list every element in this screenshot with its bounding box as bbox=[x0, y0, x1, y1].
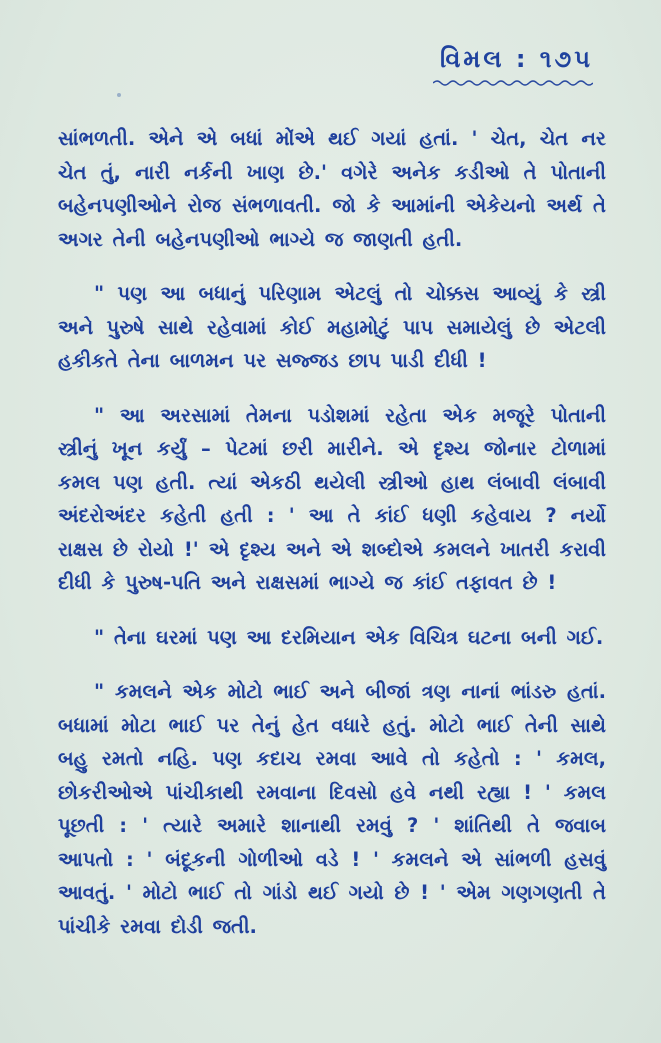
paragraph-3: " આ અરસામાં તેમના પડોશમાં રહેતા એક મજૂરે પોતાની સ્ત્રીનું ખૂન કર્યું – પેટમાં છરી મારીને. એ દૃશ્ય જોનાર ટોળામાં કમલ પણ હતી. ત્યાં એકઠી થયેલી સ્ત્રીઓ હાથ લંબાવી લંબાવી અંદરોઅંદર કહેતી હતી : ' આ તે કાંઈ ધણી કહેવાય ? નર્યો રાક્ષસ છે રોયો !' એ દૃશ્ય અને એ શબ્દોએ કમલને ખાતરી કરાવી દીધી કે પુરુષ-પતિ અને રાક્ષસમાં ભાગ્યે જ કાંઈ તફાવત છે ! bbox=[58, 403, 606, 594]
body-text bbox=[58, 122, 606, 964]
paragraph-1: સાંભળતી. એને એ બધાં મોંએ થઈ ગયાં હતાં. ' ચેત, ચેત નર ચેત તું, નારી નર્કની ખાણ છે.' વગેરે અનેક કડીઓ તે પોતાની બહેનપણીઓને રોજ સંભળાવતી. જો કે આમાંની એકેયનો અર્થ તે અગર તેની બહેનપણીઓ ભાગ્યે જ જાણતી હતી. bbox=[58, 127, 606, 251]
page-header bbox=[433, 44, 593, 88]
wavy-underline-ornament bbox=[433, 78, 593, 88]
running-head: વિમલ : ૧૭૫ bbox=[440, 45, 593, 73]
paragraph-4: " તેના ઘરમાં પણ આ દરમિયાન એક વિચિત્ર ઘટના બની ગઈ. bbox=[94, 625, 604, 649]
ink-speck bbox=[117, 93, 121, 97]
paragraph-5: " કમલને એક મોટો ભાઈ અને બીજાં ત્રણ નાનાં ભાંડરુ હતાં. બધામાં મોટા ભાઈ પર તેનું હેત વધારે હતું. મોટો ભાઈ તેની સાથે બહુ રમતો નહિ. પણ કદાચ રમવા આવે તો કહેતો : ' કમલ, છોકરીઓએ પાંચીકાથી રમવાના દિવસો હવે નથી રહ્યા ! ' કમલ પૂછતી : ' ત્યારે અમારે શાનાથી રમવું ? ' શાંતિથી તે જવાબ આપતો : ' બંદૂકની ગોળીઓ વડે ! ' કમલને એ સાંભળી હસવું આવતું. ' મોટો ભાઈ તો ગાંડો થઈ ગયો છે ! ' એમ ગણગણતી તે પાંચીકે રમવા દોડી જતી. bbox=[58, 680, 606, 938]
paragraph-2: " પણ આ બધાનું પરિણામ એટલું તો ચોક્કસ આવ્યું કે સ્ત્રી અને પુરુષે સાથે રહેવામાં કોઈ મહામોટું પાપ સમાયેલું છે એટલી હકીકતે તેના બાળમન પર સજ્જડ છાપ પાડી દીધી ! bbox=[58, 282, 606, 372]
